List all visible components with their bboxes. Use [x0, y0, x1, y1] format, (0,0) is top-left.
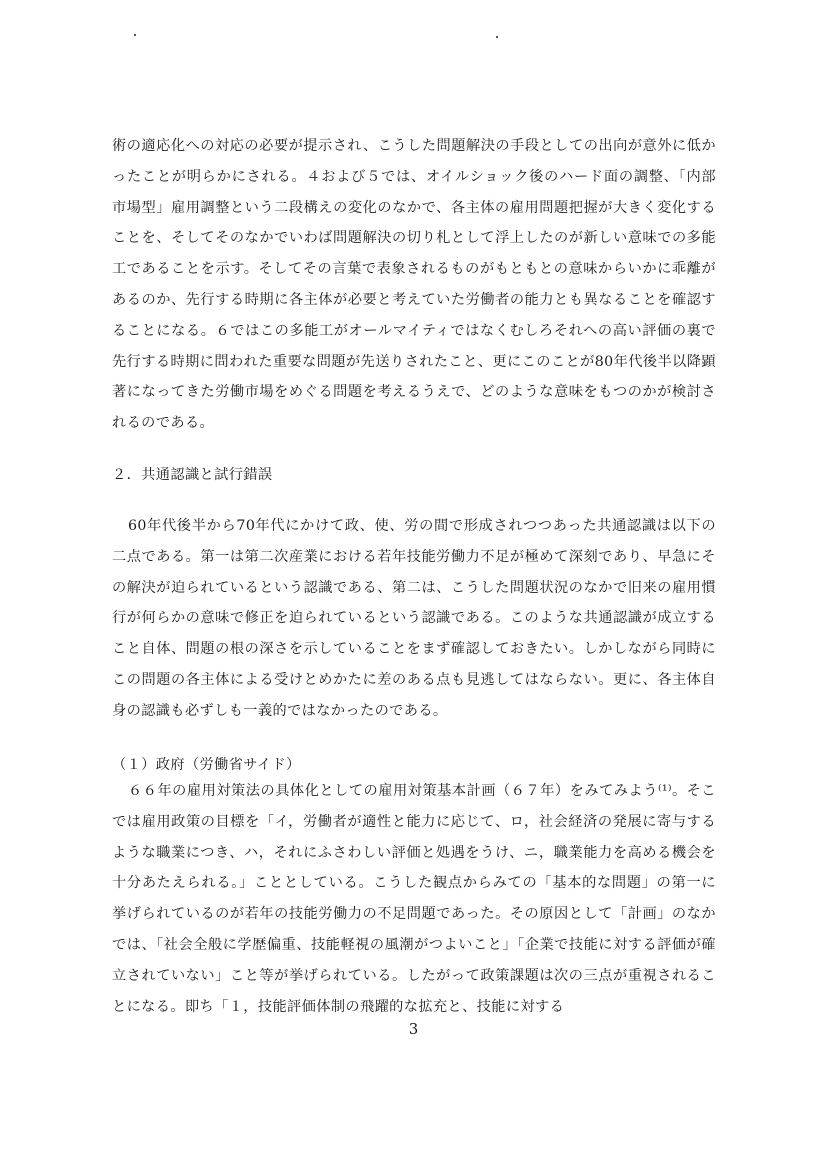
body-paragraph-1: 術の適応化への対応の必要が提示され、こうした問題解決の手段としての出向が意外に低かったことが明らかにされる。４および５では、オイルショック後のハード面の調整、「内部市場型」雇用調整という二段構えの変化のなかで、各主体の雇用問題把握が大きく変化することを、そしてそのなかでいわば問題解決の切り札として浮上したのが新しい意味での多能工であることを示す。そしてその言葉で表象されるものがもともとの意味からいかに乖離があるのか、先行する時期に各主体が必要と考えていた労働者の能力とも異なることを確認することになる。６ではこの多能工がオールマイティではなくむしろそれへの高い評価の裏で先行する時期に問われた重要な問題が先送りされたこと、更にこのことが80年代後半以降顕著になってきた労働市場をめぐる問題を考えるうえで、どのような意味をもつのかが検討されるのである。: [112, 138, 716, 432]
scan-speck: [134, 34, 136, 36]
subsection-heading: （１）政府（労働省サイド）: [112, 757, 301, 773]
body-paragraph-3: ６６年の雇用対策法の具体化としての雇用対策基本計画（６７年）をみてみよう⁽¹⁾。そこでは雇用政策の目標を「イ，労働者が適性と能力に応じて、ロ，社会経済の発展に寄与するような職業につき、ハ，それにふさわしい評価と処遇をうけ、ニ，職業能力を高める機会を十分あたえられる。」こととしている。こうした観点からみての「基本的な問題」の第一に挙げられているのが若年の技能労働力の不足問題であった。その原因として「計画」のなかでは、「社会全般に学歴偏重、技能軽視の風潮がつよいこと」「企業で技能に対する評価が確立されていない」こと等が挙げられている。したがって政策課題は次の三点が重視されることになる。即ち「１，技能評価体制の飛躍的な拡充と、技能に対する: [112, 783, 716, 1015]
page-number: 3: [408, 1020, 419, 1038]
body-paragraph-2: 60年代後半から70年代にかけて政、使、労の間で形成されつつあった共通認識は以下の二点である。第一は第二次産業における若年技能労働力不足が極めて深刻であり、早急にその解決が迫られているという認識である、第二は、こうした問題状況のなかで旧来の雇用慣行が何らかの意味で修正を迫られているという認識である。このような共通認識が成立すること自体、問題の根の深さを示していることをまず確認しておきたい。しかしながら同時にこの問題の各主体による受けとめかたに差のある点も見逃してはならない。更に、各主体自身の認識も必ずしも一義的ではなかったのである。: [112, 518, 716, 719]
section-heading: ２．共通認識と試行錯誤: [112, 467, 273, 483]
scan-speck: [496, 36, 498, 38]
